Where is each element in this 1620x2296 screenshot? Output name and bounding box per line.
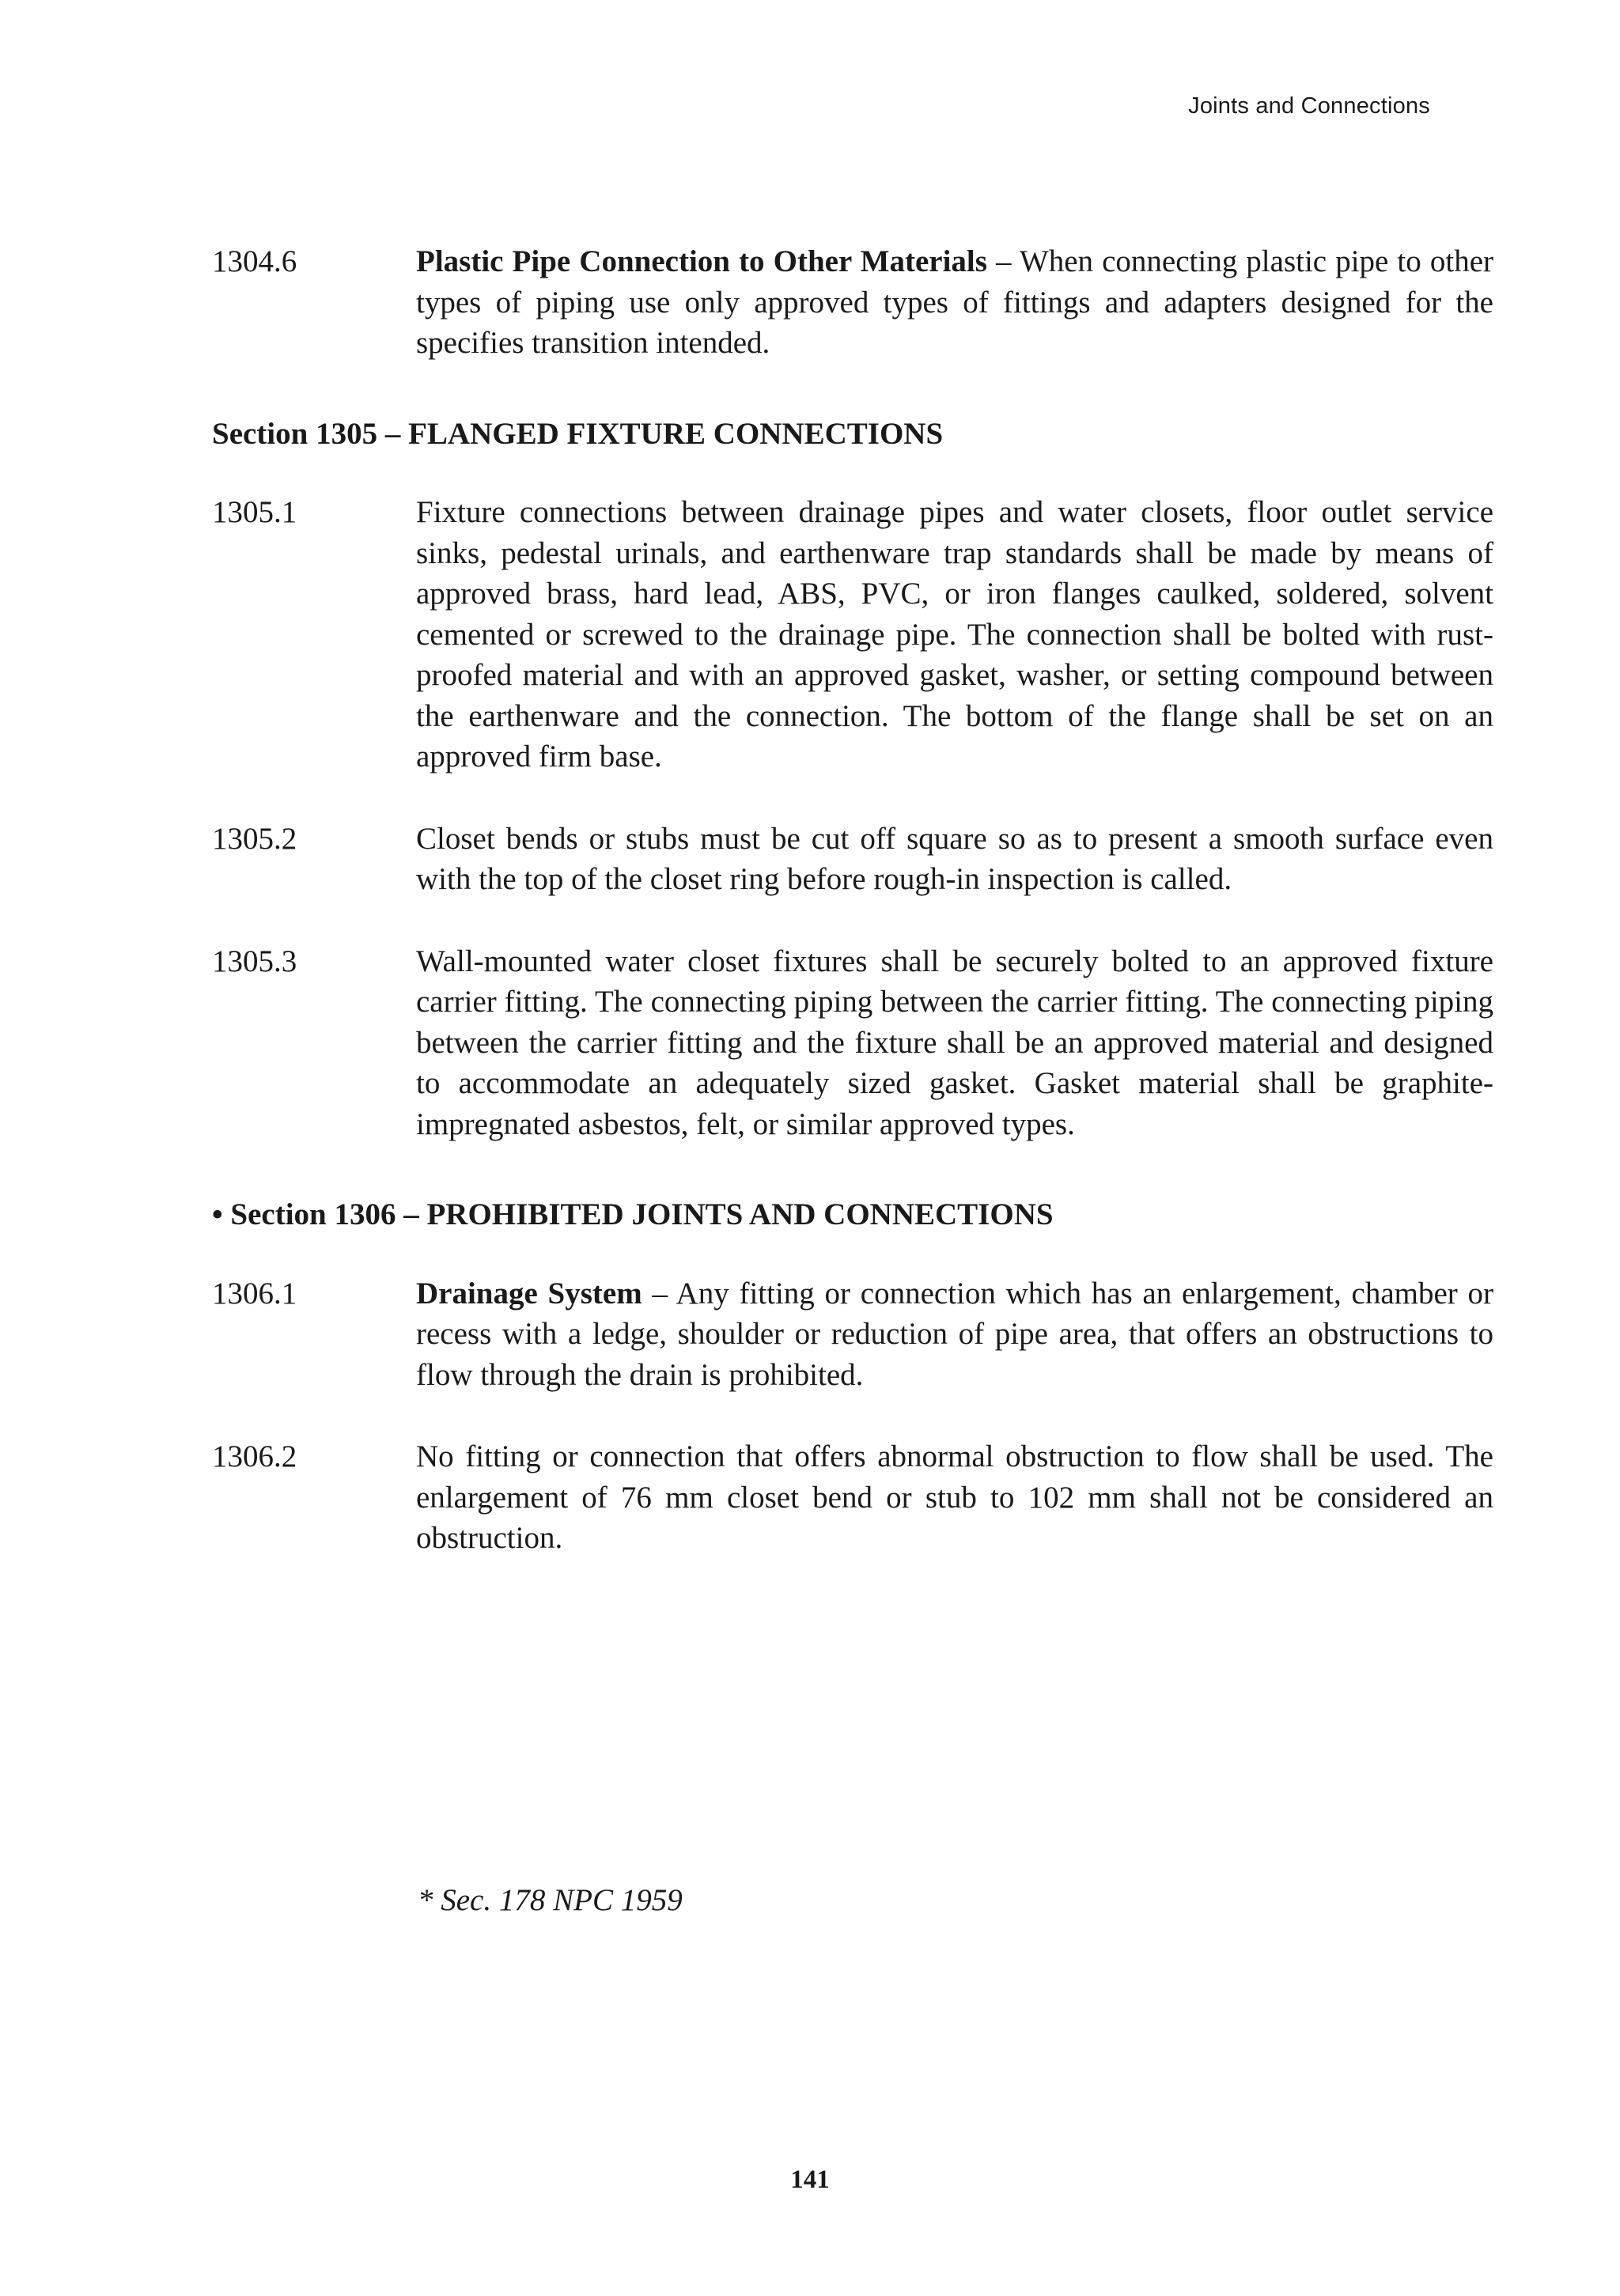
running-header: Joints and Connections	[1188, 93, 1430, 119]
paragraph-1306-2	[212, 1436, 1493, 1559]
paragraph-body	[416, 1273, 1493, 1396]
paragraph-number: 1305.1	[212, 495, 297, 529]
page-number: 141	[790, 2166, 830, 2194]
footnote: * Sec. 178 NPC 1959	[418, 1883, 683, 1917]
page-content	[212, 241, 1493, 1559]
paragraph-1304-6	[212, 241, 1493, 364]
section-heading-1306: • Section 1306 – PROHIBITED JOINTS AND CONNECTIONS	[212, 1197, 1054, 1231]
paragraph-number: 1304.6	[212, 244, 297, 278]
paragraph-title: Plastic Pipe Connection to Other Materials	[416, 244, 987, 278]
paragraph-number: 1305.3	[212, 944, 297, 978]
paragraph-1306-1	[212, 1273, 1493, 1396]
paragraph-text: Fixture connections between drainage pipes and water closets, floor outlet service sinks, pedestal urinals, and earthenware trap standards shall be made by means of approved brass, hard lead, ABS, PVC, or iron flanges caulked, soldered, solvent cemented or screwed to the drainage pipe. The connection shall be bolted with rust-proofed material and with an approved gasket, washer, or setting compound between the earthenware and the connection. The bottom of the flange shall be set on an approved firm base.	[416, 495, 1493, 774]
paragraph-1305-2	[212, 819, 1493, 900]
paragraph-number: 1305.2	[212, 821, 297, 856]
paragraph-text: Wall-mounted water closet fixtures shall be securely bolted to an approved fixture carrier fitting. The connecting piping between the carrier fitting. The connecting piping between the carrier fitting and the fixture shall be an approved material and designed to accommodate an adequately sized gasket. Gasket material shall be graphite-impregnated asbestos, felt, or similar approved types.	[416, 944, 1493, 1141]
paragraph-body	[416, 241, 1493, 364]
section-heading-1305: Section 1305 – FLANGED FIXTURE CONNECTIONS	[212, 416, 944, 451]
paragraph-text: – When connecting plastic pipe to other types of piping use only approved types of fittings and adapters designed for the specifies transition intended.	[416, 244, 1493, 360]
paragraph-text: Closet bends or stubs must be cut off square so as to present a smooth surface even with the top of the closet ring before rough-in inspection is called.	[416, 821, 1493, 896]
paragraph-title: Drainage System	[416, 1276, 642, 1311]
paragraph-1305-3	[212, 941, 1493, 1145]
paragraph-text: No fitting or connection that offers abnormal obstruction to flow shall be used. The enlargement of 76 mm closet bend or stub to 102 mm shall not be considered an obstruction.	[416, 1439, 1493, 1555]
paragraph-number: 1306.1	[212, 1276, 297, 1311]
paragraph-text: – Any fitting or connection which has an enlargement, chamber or recess with a ledge, shoulder or reduction of pipe area, that offers an obstructions to flow through the drain is prohibited.	[416, 1276, 1493, 1392]
paragraph-1305-1	[212, 492, 1493, 777]
paragraph-number: 1306.2	[212, 1439, 297, 1473]
